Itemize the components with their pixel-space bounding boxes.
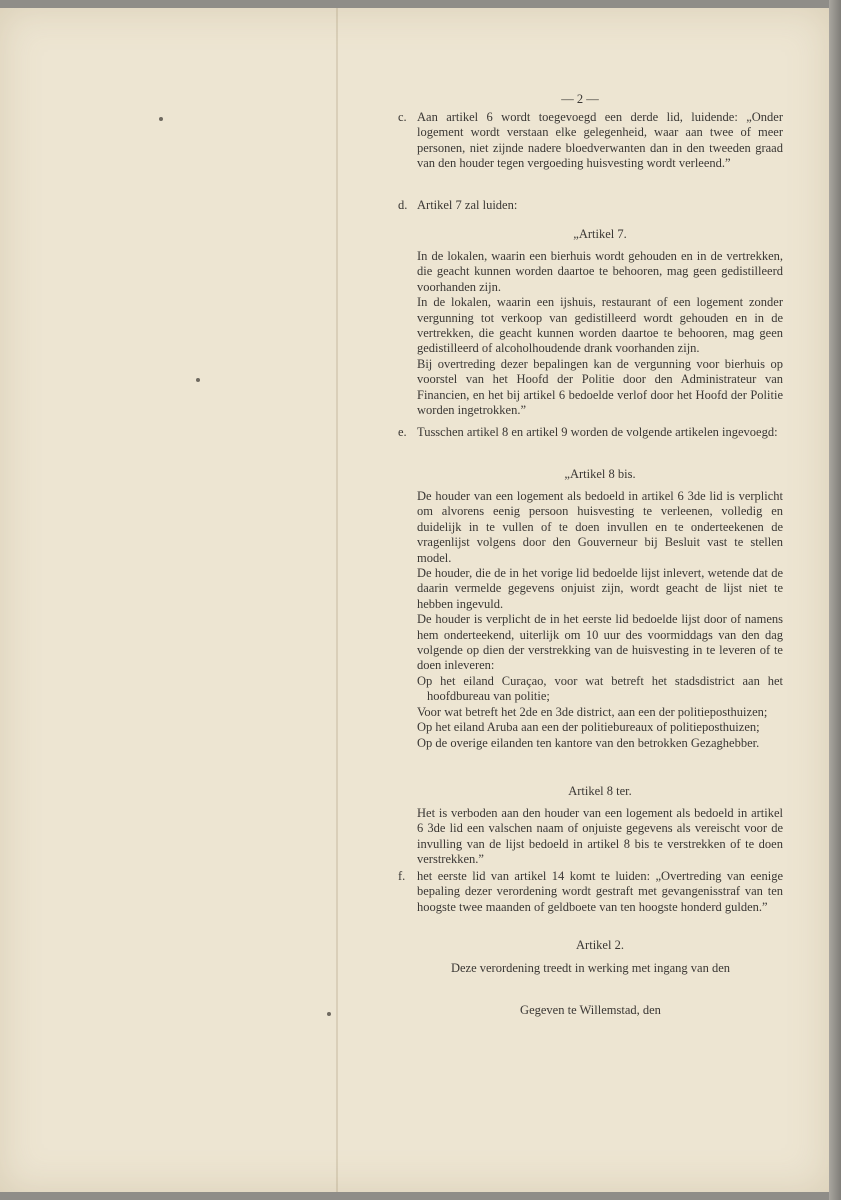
- item-d: [398, 198, 783, 213]
- artikel-2-text: Deze verordening treedt in werking met ingang van den: [450, 961, 731, 975]
- paragraph: De houder van een logement als bedoeld in artikel 6 3de lid is verplicht om alvorens eenig persoon huisvesting te verleenen, volledig en duidelijk in te vullen of te doen invullen en te onderteekenen de vragenlijst volgens door den Gouverneur bij Besluit vast te stellen model.: [417, 489, 783, 565]
- paper-speck: [159, 117, 163, 121]
- item-text: Aan artikel 6 wordt toegevoegd een derde lid, luidende: „Onder logement wordt verstaan elke gelegenheid, waar aan twee of meer personen, niet zijnde nadere bloedverwanten dan in den tweeden graad van den houder tegen vergoeding huisvesting wordt verleend.”: [417, 110, 783, 171]
- item-label: d.: [398, 198, 408, 212]
- paragraph: De houder is verplicht de in het eerste lid bedoelde lijst door of namens hem onderteekend, uiterlijk om 10 uur des voormiddags van den dag volgende op dien der verstrekking van de huisvesting in te leveren of te doen inleveren:: [417, 612, 783, 673]
- item-label: e.: [398, 425, 407, 439]
- paragraph: Voor wat betreft het 2de en 3de district, aan een der politieposthuizen;: [417, 704, 768, 719]
- item-label: f.: [398, 869, 406, 883]
- item-text: Tusschen artikel 8 en artikel 9 worden de volgende artikelen ingevoegd:: [417, 425, 778, 439]
- paragraph: In de lokalen, waarin een bierhuis wordt gehouden en in de vertrekken, die geacht kunnen worden daartoe te behooren, mag geen gedistilleerd voorhanden zijn.: [417, 249, 783, 294]
- paragraph: Het is verboden aan den houder van een logement als bedoeld in artikel 6 3de lid een valschen naam of onjuiste gegevens als vereischt voor de invulling van de lijst bedoeld in artikel 8 bis te verstrekken of te doen verstrekken.”: [417, 806, 783, 867]
- item-label: c.: [398, 110, 407, 124]
- paragraph: Op de overige eilanden ten kantore van den betrokken Gezaghebber.: [417, 735, 760, 750]
- artikel-8-bis-heading: „Artikel 8 bis.: [564, 467, 636, 481]
- item-text: het eerste lid van artikel 14 komt te luiden: „Overtreding van eenige bepaling dezer verordening wordt gestraft met gevangenisstraf van ten hoogste twee maanden of geldboete van ten hoogste honderd gulden.”: [417, 869, 783, 914]
- page-number: — 2 —: [561, 92, 599, 106]
- item-c: [398, 110, 783, 172]
- artikel-8-ter-heading: Artikel 8 ter.: [568, 784, 632, 798]
- closing-line: Gegeven te Willemstad, den: [520, 1003, 661, 1017]
- item-f: [398, 869, 783, 915]
- paragraph: Op het eiland Aruba aan een der politiebureaux of politieposthuizen;: [417, 720, 760, 735]
- paragraph: De houder, die de in het vorige lid bedoelde lijst inlevert, wetende dat de daarin vermelde gegevens onjuist zijn, wordt geacht de lijst niet te hebben ingevuld.: [417, 566, 783, 611]
- paper-speck: [196, 378, 200, 382]
- item-text: Artikel 7 zal luiden:: [417, 198, 518, 212]
- paragraph: Bij overtreding dezer bepalingen kan de vergunning voor bierhuis op voorstel van het Hoofd der Politie door den Administrateur van Financien, en het bij artikel 6 bedoelde verlof door het Hoofd der Politie worden ingetrokken.”: [417, 356, 783, 418]
- artikel-7-heading: „Artikel 7.: [573, 227, 627, 241]
- page-fold: [336, 8, 338, 1192]
- item-e: [398, 425, 783, 440]
- artikel-8-ter-text: [417, 806, 783, 868]
- artikel-8-bis-text: [417, 489, 783, 751]
- paragraph: In de lokalen, waarin een ijshuis, restaurant of een logement zonder vergunning tot verkoop van gedistilleerd wordt gehouden en in de vertrekken, die geacht kunnen worden daartoe te behooren, mag geen gedistilleerd of alcoholhoudende drank voorhanden zijn.: [417, 295, 783, 356]
- paper-speck: [327, 1012, 331, 1016]
- page-edge: [829, 0, 841, 1200]
- artikel-7-text: [417, 249, 783, 418]
- artikel-2-heading: Artikel 2.: [576, 938, 624, 952]
- paragraph: Op het eiland Curaçao, voor wat betreft het stadsdistrict aan het hoofdbureau van politie;: [417, 673, 783, 704]
